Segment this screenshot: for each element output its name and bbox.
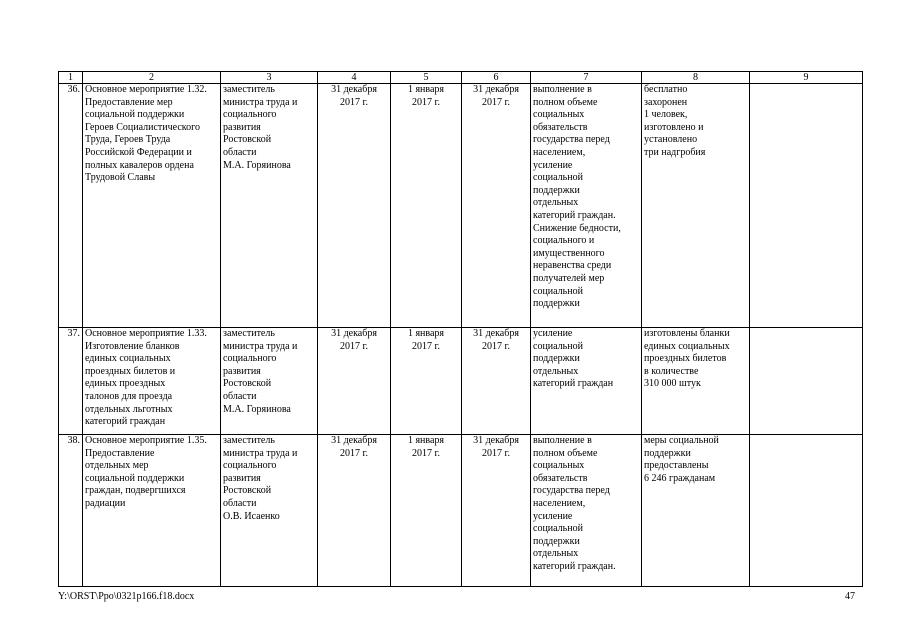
row-number: 36. — [59, 84, 83, 328]
notes-cell — [750, 435, 863, 587]
page-number: 47 — [845, 591, 855, 602]
column-header: 6 — [462, 72, 531, 84]
table-header-row — [59, 72, 863, 84]
file-path: Y:\ORST\Ppo\0321p166.f18.docx — [58, 591, 195, 602]
event-cell: Основное мероприятие 1.33. Изготовление бланков единых социальных проездных билетов и единых проездных талонов для проезда отдельных льготных категорий граждан — [83, 328, 221, 435]
column-header: 8 — [642, 72, 750, 84]
event-cell: Основное мероприятие 1.35. Предоставление отдельных мер социальной поддержки граждан, подвергшихся радиации — [83, 435, 221, 587]
date-plan-end-cell: 31 декабря 2017 г. — [318, 435, 391, 587]
row-number: 38. — [59, 435, 83, 587]
report-table — [58, 71, 863, 587]
result-plan-cell: выполнение в полном объеме социальных обязательств государства перед населением, усиление социальной поддержки отдельных категорий граждан. — [531, 435, 642, 587]
responsible-cell: заместитель министра труда и социального развития Ростовской области О.В. Исаенко — [221, 435, 318, 587]
column-header: 5 — [391, 72, 462, 84]
date-plan-end-cell: 31 декабря 2017 г. — [318, 328, 391, 435]
notes-cell — [750, 328, 863, 435]
date-fact-start-cell: 1 января 2017 г. — [391, 328, 462, 435]
event-cell: Основное мероприятие 1.32. Предоставление мер социальной поддержки Героев Социалистического Труда, Героев Труда Российской Федерации и полных кавалеров ордена Трудовой Славы — [83, 84, 221, 328]
result-fact-cell: изготовлены бланки единых социальных проездных билетов в количестве 310 000 штук — [642, 328, 750, 435]
result-plan-cell: выполнение в полном объеме социальных обязательств государства перед населением, усиление социальной поддержки отдельных категорий граждан. Снижение бедности, социального и имущественного неравенства среди получателей мер социальной поддержки — [531, 84, 642, 328]
result-fact-cell: бесплатно захоронен 1 человек, изготовлено и установлено три надгробия — [642, 84, 750, 328]
date-plan-end-cell: 31 декабря 2017 г. — [318, 84, 391, 328]
responsible-cell: заместитель министра труда и социального развития Ростовской области М.А. Горяинова — [221, 84, 318, 328]
column-header: 4 — [318, 72, 391, 84]
column-header: 1 — [59, 72, 83, 84]
table-row — [59, 328, 863, 435]
date-fact-end-cell: 31 декабря 2017 г. — [462, 84, 531, 328]
column-header: 7 — [531, 72, 642, 84]
date-fact-end-cell: 31 декабря 2017 г. — [462, 435, 531, 587]
table-row — [59, 84, 863, 328]
result-fact-cell: меры социальной поддержки предоставлены 6 246 гражданам — [642, 435, 750, 587]
column-header: 3 — [221, 72, 318, 84]
date-fact-start-cell: 1 января 2017 г. — [391, 84, 462, 328]
row-number: 37. — [59, 328, 83, 435]
notes-cell — [750, 84, 863, 328]
column-header: 9 — [750, 72, 863, 84]
table-row — [59, 435, 863, 587]
result-plan-cell: усиление социальной поддержки отдельных категорий граждан — [531, 328, 642, 435]
date-fact-end-cell: 31 декабря 2017 г. — [462, 328, 531, 435]
column-header: 2 — [83, 72, 221, 84]
date-fact-start-cell: 1 января 2017 г. — [391, 435, 462, 587]
responsible-cell: заместитель министра труда и социального развития Ростовской области М.А. Горяинова — [221, 328, 318, 435]
